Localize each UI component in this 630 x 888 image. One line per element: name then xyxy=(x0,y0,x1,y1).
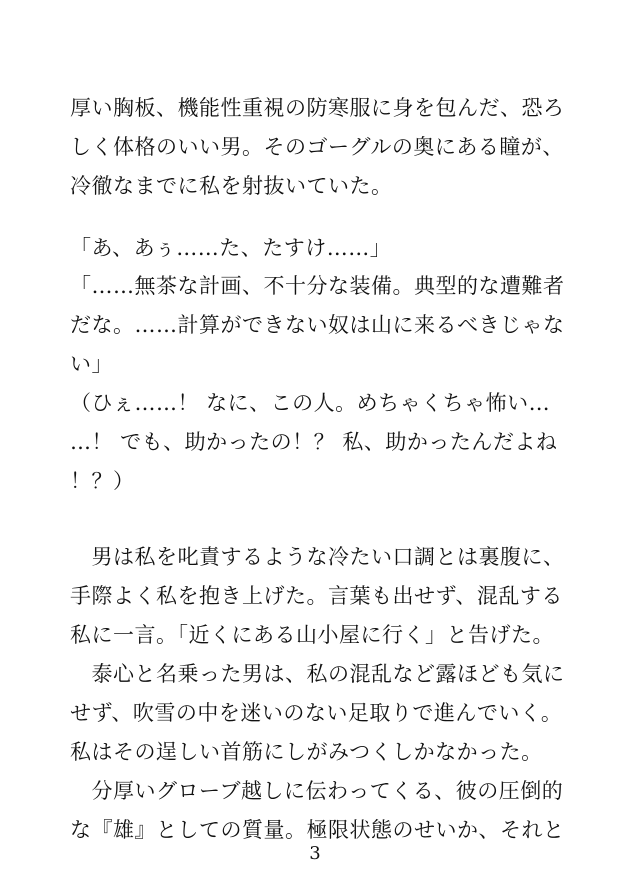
text-line: 私に一言。「近くにある山小屋に行く」と告げた。 xyxy=(70,623,554,647)
text-line: 「あ、あぅ……た、たすけ……」 xyxy=(70,236,392,260)
text-line: 厚い胸板、機能性重視の防寒服に身を包んだ、恐ろ xyxy=(70,96,565,120)
text-line: 冷徹なまでに私を射抜いていた。 xyxy=(70,174,393,198)
text-line: 泰心と名乗った男は、私の混乱など露ほども気に xyxy=(70,662,565,686)
text-line: い」 xyxy=(70,352,113,376)
text-line: しく体格のいい男。そのゴーグルの奥にある瞳が、 xyxy=(70,135,564,159)
text-line: ！？） xyxy=(70,469,135,493)
text-line: な『雄』としての質量。極限状態のせいか、それと xyxy=(70,818,565,842)
text-line: …！ でも、助かったの！？ 私、助かったんだよね xyxy=(70,430,558,454)
page-number: 3 xyxy=(309,843,321,864)
text-line: 私はその逞しい首筋にしがみつくしかなかった。 xyxy=(70,740,543,764)
text-line: 手際よく私を抱き上げた。言葉も出せず、混乱する xyxy=(70,584,563,608)
text-line: せず、吹雪の中を迷いのない足取りで進んでいく。 xyxy=(70,701,563,725)
text-line: 「……無茶な計画、不十分な装備。典型的な遭難者 xyxy=(70,274,565,298)
text-line: だな。……計算ができない奴は山に来るべきじゃな xyxy=(70,313,565,337)
text-line: 男は私を叱責するような冷たい口調とは裏腹に、 xyxy=(70,545,565,569)
text-line: （ひぇ……！ なに、この人。めちゃくちゃ怖い… xyxy=(70,391,551,415)
text-line: 分厚いグローブ越しに伝わってくる、彼の圧倒的 xyxy=(70,779,564,803)
